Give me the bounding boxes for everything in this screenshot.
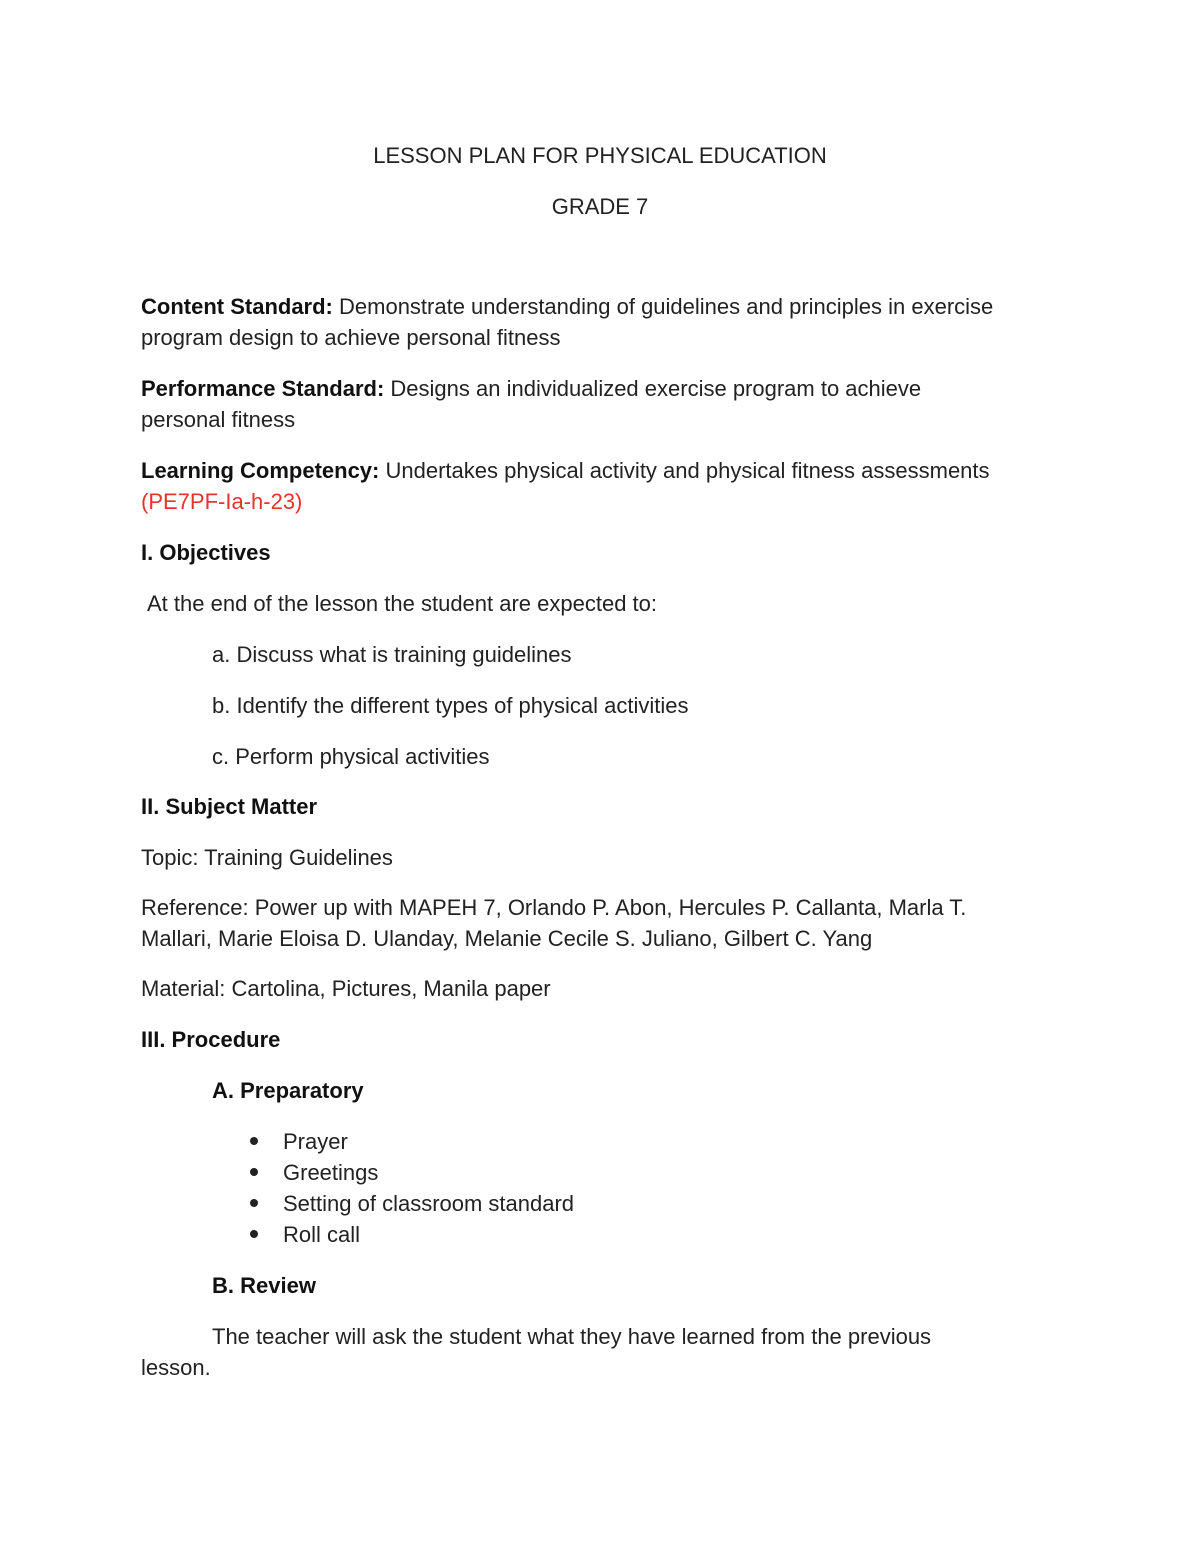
content-standard-continued: program design to achieve personal fitness [141,325,561,350]
content-standard-label: Content Standard: [141,294,333,319]
performance-standard [141,373,921,404]
topic-line: Topic: Training Guidelines [141,845,393,870]
review-text-continued: lesson. [141,1355,211,1380]
preparatory-heading: A. Preparatory [212,1078,364,1103]
learning-competency-label: Learning Competency: [141,458,380,483]
content-standard-text: Demonstrate understanding of guidelines and principles in exercise [332,294,994,319]
procedure-heading: III. Procedure [141,1027,281,1052]
review-text: The teacher will ask the student what they have learned from the previous [212,1324,932,1349]
list-item: Roll call [283,1222,361,1247]
performance-standard-label: Performance Standard: [141,376,385,401]
performance-standard-continued: personal fitness [141,407,296,432]
learning-competency-text: Undertakes physical activity and physical fitness assessments [379,458,990,483]
objectives-intro: At the end of the lesson the student are expected to: [147,591,658,616]
learning-competency [141,455,990,486]
document-title: LESSON PLAN FOR PHYSICAL EDUCATION [373,143,827,168]
list-item: Greetings [283,1160,379,1185]
bullet-icon [250,1137,258,1145]
review-heading: B. Review [212,1273,316,1298]
grade-label: GRADE 7 [551,194,649,219]
competency-code: (PE7PF-Ia-h-23) [141,489,303,514]
objective-item: c. Perform physical activities [212,744,490,769]
reference-line: Reference: Power up with MAPEH 7, Orlando P. Abon, Hercules P. Callanta, Marla T. [141,895,967,920]
objective-item: b. Identify the different types of physical activities [212,693,689,718]
bullet-icon [250,1199,258,1207]
performance-standard-text: Designs an individualized exercise program to achieve [384,376,922,401]
bullet-icon [250,1230,258,1238]
subject-matter-heading: II. Subject Matter [141,794,318,819]
reference-line-continued: Mallari, Marie Eloisa D. Ulanday, Melanie Cecile S. Juliano, Gilbert C. Yang [141,926,873,951]
bullet-icon [250,1168,258,1176]
list-item: Prayer [283,1129,348,1154]
list-item: Setting of classroom standard [283,1191,575,1216]
content-standard [141,291,993,322]
material-line: Material: Cartolina, Pictures, Manila paper [141,976,551,1001]
objective-item: a. Discuss what is training guidelines [212,642,572,667]
objectives-heading: I. Objectives [141,540,271,565]
